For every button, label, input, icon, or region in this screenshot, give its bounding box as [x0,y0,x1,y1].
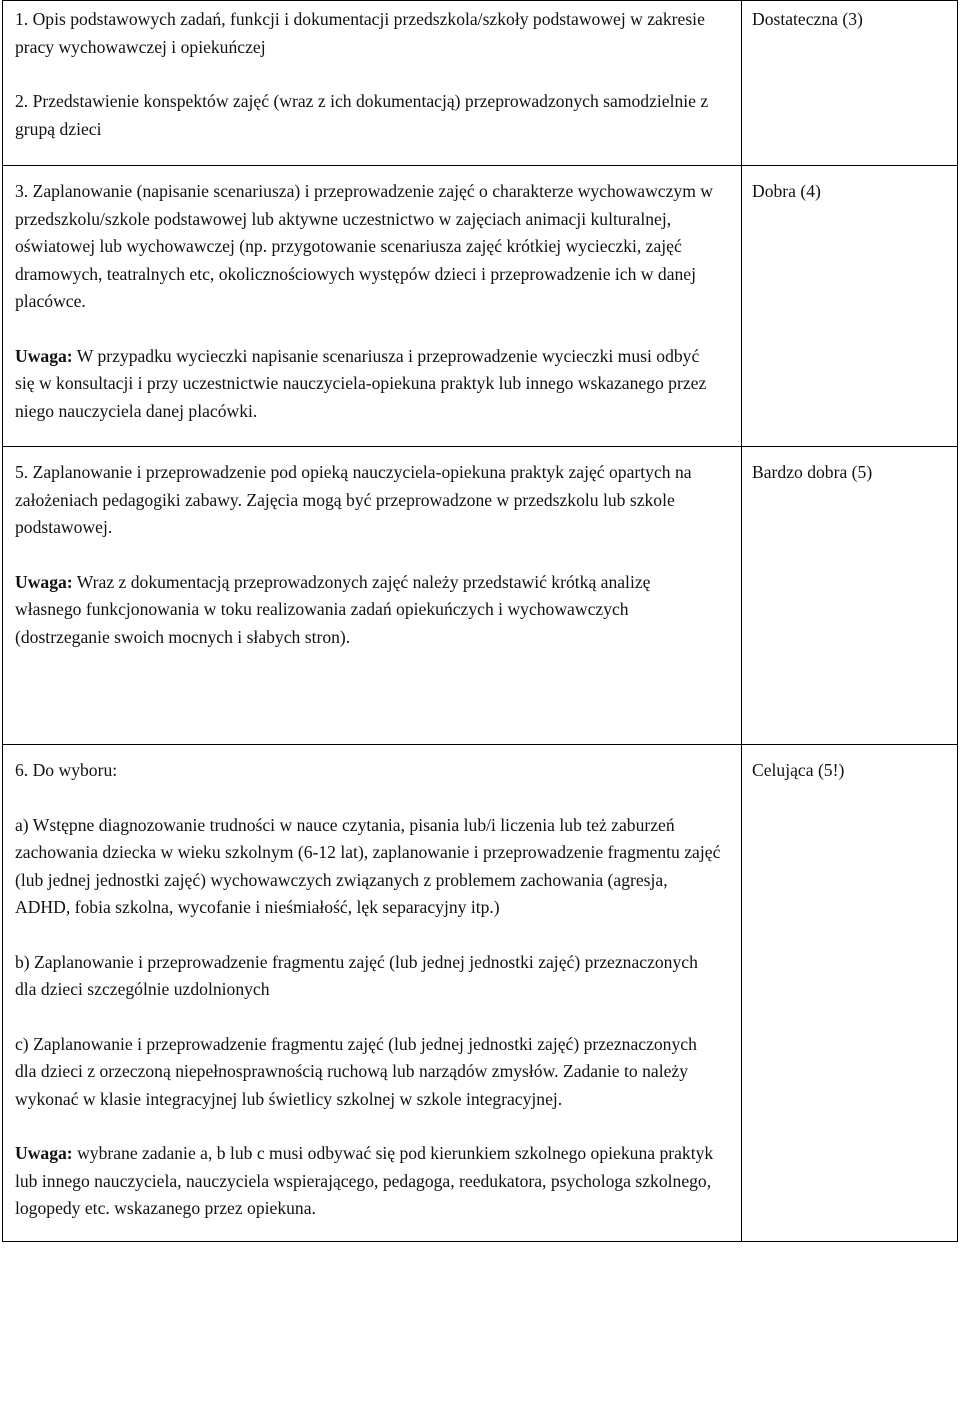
grade-label: Dostateczna (3) [752,9,863,29]
task-text: 1. Opis podstawowych zadań, funkcji i dokumentacji przedszkola/szkoły podstawowej w zakresie pracy wychowawczej i opiekuńczej [15,9,705,57]
task-paragraph [15,812,721,922]
table-row [3,1,958,166]
task-paragraph [15,949,721,1004]
grade-cell [742,745,958,1242]
grade-label: Bardzo dobra (5) [752,462,873,482]
task-paragraph [15,1031,721,1114]
task-cell [3,166,742,447]
task-text: a) Wstępne diagnozowanie trudności w nauce czytania, pisania lub/i liczenia lub też zaburzeń zachowania dziecka w wieku szkolnym (6-12 lat), zaplanowanie i przeprowadzenie fragmentu zajęć (lub jednej jednostki zajęć) wychowawczych związanych z problemem zachowania (agresja, ADHD, fobia szkolna, wycofanie i nieśmiałość, lęk separacyjny itp.) [15,814,721,917]
task-text: c) Zaplanowanie i przeprowadzenie fragmentu zajęć (lub jednej jednostki zajęć) przeznaczonych dla dzieci z orzeczoną niepełnosprawnością ruchową lub narządów zmysłów. Zadanie to należy wykonać w klasie integracyjnej lub świetlicy szkolnej w szkole integracyjnej. [15,1033,697,1109]
note-paragraph [15,343,721,426]
requirements-table [2,0,958,1242]
note-text: wybrane zadanie a, b lub c musi odbywać się pod kierunkiem szkolnego opiekuna praktyk lub innego nauczyciela, nauczyciela wspierającego, pedagoga, reedukatora, psychologa szkolnego, logopedy etc. wskazanego przez opiekuna. [15,1143,714,1218]
note-paragraph [15,569,721,652]
task-paragraph [15,6,721,61]
note-label: Uwaga: [15,571,73,592]
task-text: 2. Przedstawienie konspektów zajęć (wraz z ich dokumentacją) przeprowadzonych samodzielnie z grupą dzieci [15,91,709,139]
note-label: Uwaga: [15,1143,73,1163]
grade-label: Dobra (4) [752,181,821,201]
note-paragraph [15,1140,721,1223]
table-row [3,166,958,447]
task-cell [3,1,742,166]
note-text: W przypadku wycieczki napisanie scenariusza i przeprowadzenie wycieczki musi odbyć się w konsultacji i przy uczestnictwie nauczyciela-opiekuna praktyk lub innego wskazanego przez niego nauczyciela danej placówki. [15,345,707,421]
task-paragraph [15,88,721,143]
grade-label: Celująca (5!) [752,760,845,780]
table-row [3,745,958,1242]
task-text: 3. Zaplanowanie (napisanie scenariusza) i przeprowadzenie zajęć o charakterze wychowawczym w przedszkolu/szkole podstawowej lub aktywne uczestnictwo w zajęciach animacji kulturalnej, oświatowej lub wychowawczej (np. przygotowanie scenariusza zajęć krótkiej wycieczki, zajęć dramowych, teatralnych etc, okolicznościowych występów dzieci i przeprowadzenie ich w danej placówce. [15,181,714,311]
task-cell [3,447,742,745]
task-text: b) Zaplanowanie i przeprowadzenie fragmentu zajęć (lub jednej jednostki zajęć) przeznaczonych dla dzieci szczególnie uzdolnionych [15,951,698,999]
grade-cell [742,166,958,447]
note-label: Uwaga: [15,345,73,366]
table-row [3,447,958,745]
task-paragraph [15,459,721,542]
note-text: Wraz z dokumentacją przeprowadzonych zajęć należy przedstawić krótką analizę własnego funkcjonowania w toku realizowania zadań opiekuńczych i wychowawczych (dostrzeganie swoich mocnych i słabych stron). [15,571,651,647]
task-paragraph [15,178,721,316]
task-text: 6. Do wyboru: [15,760,118,780]
task-cell [3,745,742,1242]
grade-cell [742,1,958,166]
grade-cell [742,447,958,745]
task-paragraph [15,757,721,785]
task-text: 5. Zaplanowanie i przeprowadzenie pod opieką nauczyciela-opiekuna praktyk zajęć opartych na założeniach pedagogiki zabawy. Zajęcia mogą być przeprowadzone w przedszkolu lub szkole podstawowej. [15,462,692,537]
